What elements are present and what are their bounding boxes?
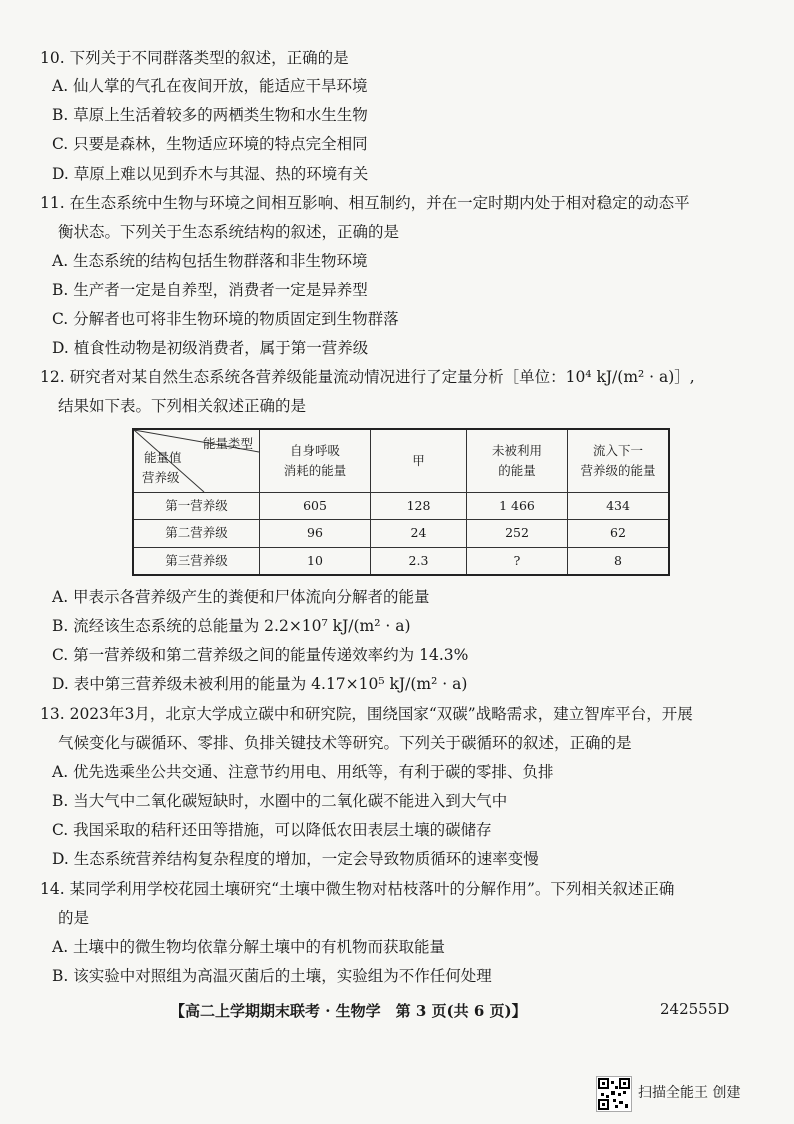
table-cell: 96 [260, 520, 371, 547]
q13-option-b: B. 当大气中二氧化碳短缺时，水圈中的二氧化碳不能进入到大气中 [52, 792, 508, 810]
table-cell: 2.3 [371, 547, 467, 575]
q13-option-d: D. 生态系统营养结构复杂程度的增加，一定会导致物质循环的速率变慢 [52, 850, 539, 868]
q11-stem-line2: 衡状态。下列关于生态系统结构的叙述，正确的是 [58, 223, 400, 241]
table-corner-cell [133, 429, 260, 493]
table-row [133, 493, 669, 520]
q13-stem-line1: 13. 2023年3月，北京大学成立碳中和研究院，围绕国家“双碳”战略需求，建立智库平台，开展 [40, 705, 693, 723]
q12-stem-line2: 结果如下表。下列相关叙述正确的是 [58, 397, 307, 415]
energy-flow-table [132, 428, 670, 576]
table-header: 自身呼吸 消耗的能量 [260, 429, 371, 493]
q14-stem-line2: 的是 [58, 909, 90, 927]
table-row [133, 520, 669, 547]
table-header: 未被利用 的能量 [467, 429, 568, 493]
q12-stem-line1: 12. 研究者对某自然生态系统各营养级能量流动情况进行了定量分析［单位：10⁴ kJ/(m² · a)］, [40, 368, 695, 386]
table-cell: 10 [260, 547, 371, 575]
table-cell: 1 466 [467, 493, 568, 520]
corner-label-energy-type: 能量类型 [202, 436, 253, 451]
q11-option-c: C. 分解者也可将非生物环境的物质固定到生物群落 [52, 310, 399, 328]
q14-option-b: B. 该实验中对照组为高温灭菌后的土壤，实验组为不作任何处理 [52, 967, 492, 985]
table-cell: 24 [371, 520, 467, 547]
table-row [133, 547, 669, 575]
table-cell: 434 [568, 493, 670, 520]
q12-option-a: A. 甲表示各营养级产生的粪便和尸体流向分解者的能量 [52, 588, 430, 606]
table-header: 甲 [371, 429, 467, 493]
q12-option-d: D. 表中第三营养级未被利用的能量为 4.17×10⁵ kJ/(m² · a) [52, 675, 468, 693]
corner-label-trophic-level: 营养级 [142, 470, 180, 485]
row-label: 第一营养级 [133, 493, 260, 520]
q11-stem-line1: 11. 在生态系统中生物与环境之间相互影响、相互制约，并在一定时期内处于相对稳定的动态平 [40, 194, 690, 212]
table-cell: ? [467, 547, 568, 575]
row-label: 第二营养级 [133, 520, 260, 547]
q13-option-a: A. 优先选乘坐公共交通、注意节约用电、用纸等，有利于碳的零排、负排 [52, 763, 554, 781]
q10-option-a: A. 仙人掌的气孔在夜间开放，能适应干旱环境 [52, 77, 368, 95]
q13-stem-line2: 气候变化与碳循环、零排、负排关键技术等研究。下列关于碳循环的叙述，正确的是 [58, 734, 632, 752]
q11-option-d: D. 植食性动物是初级消费者，属于第一营养级 [52, 339, 369, 357]
q10-option-b: B. 草原上生活着较多的两栖类生物和水生生物 [52, 106, 368, 124]
q12-option-c: C. 第一营养级和第二营养级之间的能量传递效率约为 14.3% [52, 646, 469, 664]
row-label: 第三营养级 [133, 547, 260, 575]
table-cell: 128 [371, 493, 467, 520]
table-cell: 252 [467, 520, 568, 547]
table-cell: 8 [568, 547, 670, 575]
qr-code-icon [596, 1076, 632, 1112]
q11-option-b: B. 生产者一定是自养型，消费者一定是异养型 [52, 281, 368, 299]
corner-label-energy-value: 能量值 [144, 450, 182, 465]
q10-option-d: D. 草原上难以见到乔木与其湿、热的环境有关 [52, 165, 369, 183]
q10-stem: 10. 下列关于不同群落类型的叙述，正确的是 [40, 49, 349, 67]
page-footer-title: 【高二上学期期末联考 · 生物学 第 3 页(共 6 页)】 [170, 1002, 527, 1020]
table-cell: 605 [260, 493, 371, 520]
q12-option-b: B. 流经该生态系统的总能量为 2.2×10⁷ kJ/(m² · a) [52, 617, 411, 635]
q10-option-c: C. 只要是森林，生物适应环境的特点完全相同 [52, 135, 368, 153]
table-header: 流入下一 营养级的能量 [568, 429, 670, 493]
scanner-watermark: 扫描全能王 创建 [638, 1085, 741, 1101]
q14-option-a: A. 土壤中的微生物均依靠分解土壤中的有机物而获取能量 [52, 938, 446, 956]
q14-stem-line1: 14. 某同学利用学校花园土壤研究“土壤中微生物对枯枝落叶的分解作用”。下列相关叙述正确 [40, 880, 675, 898]
q11-option-a: A. 生态系统的结构包括生物群落和非生物环境 [52, 252, 368, 270]
q13-option-c: C. 我国采取的秸秆还田等措施，可以降低农田表层土壤的碳储存 [52, 821, 492, 839]
table-cell: 62 [568, 520, 670, 547]
page-footer-code: 242555D [660, 1000, 730, 1018]
